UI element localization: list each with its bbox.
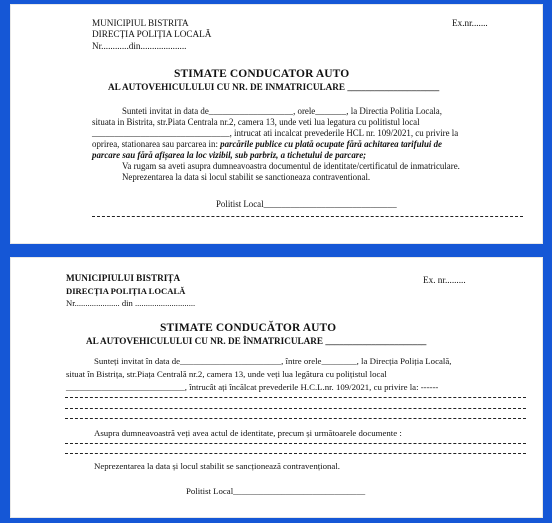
form-subtitle: AL AUTOVEHICULULUI CU NR. DE ÎNMATRICULARE ______________________ xyxy=(86,336,427,346)
invitation-line-2: situata in Bistrita, str.Piata Centrala nr.2, camera 13, unde veti lua legatura cu politistul local xyxy=(92,117,420,127)
documents-line: Asupra dumneavoastră veți avea actul de identitate, precum și următoarele documente : xyxy=(94,428,402,438)
invitation-line-3: _______________________________, intrucat ati incalcat prevederile HCL nr. 109/2021, cu privire la xyxy=(92,128,459,138)
registration-number-line: Nr..................... din ............................ xyxy=(66,298,196,308)
blank-line-4 xyxy=(65,443,526,444)
department-heading: DIRECȚIA POLIȚIA LOCALĂ xyxy=(92,29,212,39)
copy-number-line: Ex. nr......... xyxy=(423,275,466,285)
invitation-line-6: Va rugam sa aveti asupra dumneavoastra documentul de identitate/certificatul de inmatriculare. xyxy=(122,161,460,171)
invitation-line-4 xyxy=(92,139,442,150)
registration-number-line: Nr............din.................... xyxy=(92,41,187,51)
form-title: STIMATE CONDUCĂTOR AUTO xyxy=(160,322,337,334)
invitation-line-5: parcare sau fără afișarea la loc vizibil, sub parbriz, a tichetului de parcare; xyxy=(92,150,367,160)
invitation-line-1: Sunteti invitat in data de___________________, orele_______, la Directia Politia Locala, xyxy=(122,106,442,116)
sanction-line: Neprezentarea la data și locul stabilit se sancționează contravențional. xyxy=(94,461,340,471)
municipality-heading: MUNICIPIULUI BISTRIȚA xyxy=(66,273,181,283)
invitation-form-bottom xyxy=(10,257,543,518)
form-title: STIMATE CONDUCATOR AUTO xyxy=(174,68,350,80)
line-4-italic: parcările publice cu plată ocupate fără achitarea tarifului de xyxy=(220,139,442,149)
blank-line-5 xyxy=(65,453,526,454)
blank-line-2 xyxy=(65,408,526,409)
invitation-form-top xyxy=(10,4,543,244)
blank-line-1 xyxy=(65,397,526,398)
blank-line-3 xyxy=(65,418,526,419)
municipality-heading: MUNICIPIUL BISTRITA xyxy=(92,18,189,28)
signature-line: Politist Local______________________________ xyxy=(186,486,366,496)
form-subtitle: AL AUTOVEHICULULUI CU NR. DE INMATRICULARE ____________________ xyxy=(108,82,440,92)
signature-line: Politist Local______________________________ xyxy=(216,199,397,209)
cut-line xyxy=(92,216,523,217)
invitation-line-2: situat în Bistrița, str.Piața Centrală nr.2, camera 13, unde veți lua legătura cu polițistul local xyxy=(66,369,387,379)
invitation-line-7: Neprezentarea la data si locul stabilit se sanctioneaza contraventional. xyxy=(122,172,371,182)
copy-number-line: Ex.nr....... xyxy=(452,18,488,28)
department-heading: DIRECȚIA POLIȚIA LOCALĂ xyxy=(66,286,186,296)
line-4-prefix: oprirea, stationarea sau parcarea in: xyxy=(92,139,221,149)
invitation-line-1: Sunteți invitat în data de_______________________, între orele________, la Direcția Poliția Locală, xyxy=(94,356,452,366)
invitation-line-3: ___________________________, întrucât ați încălcat prevederile H.C.L.nr. 109/2021, cu privire la: ------ xyxy=(66,382,439,392)
